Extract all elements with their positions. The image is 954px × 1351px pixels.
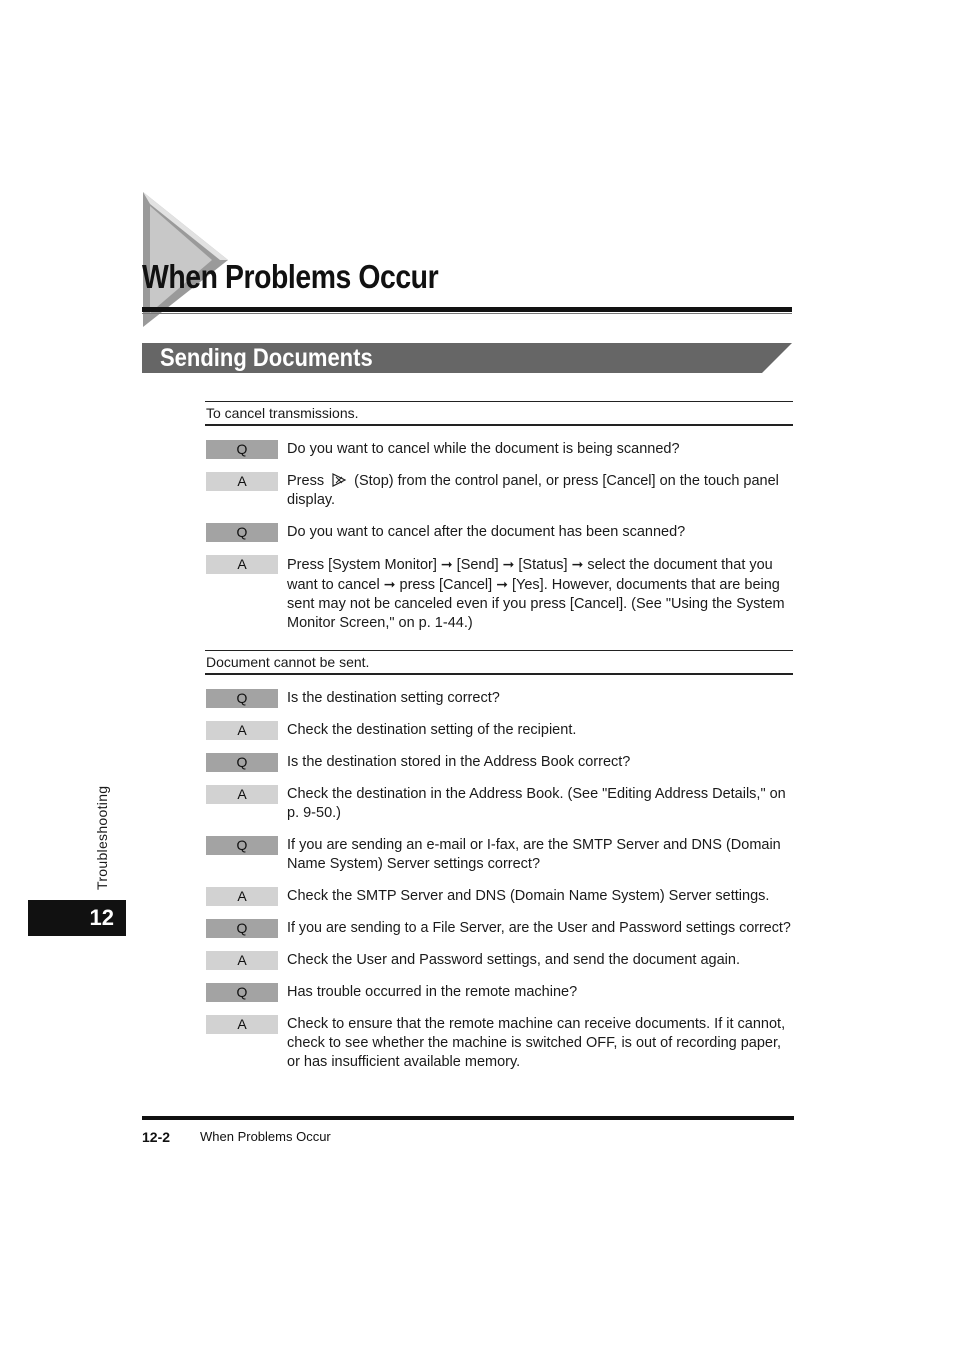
- question-text: Is the destination stored in the Address Book correct?: [287, 754, 631, 770]
- answer-text: [287, 472, 795, 510]
- question-text: Is the destination setting correct?: [287, 690, 500, 706]
- topic-heading-document-cannot-be-sent: Document cannot be sent.: [205, 650, 793, 675]
- answer-text-before: Press: [287, 473, 325, 489]
- arrow-icon: ➞: [383, 576, 396, 592]
- question-tag: Q: [206, 753, 278, 772]
- question-tag: Q: [206, 836, 278, 855]
- answer-segment: [Send]: [456, 557, 499, 573]
- title-rule: [142, 307, 792, 312]
- question-text: Do you want to cancel while the document is being scanned?: [287, 441, 680, 457]
- topic-heading-cancel-transmissions: To cancel transmissions.: [205, 401, 793, 426]
- answer-text: [287, 555, 787, 633]
- answer-tag: A: [206, 472, 278, 491]
- answer-segment: select the document that you want to cancel: [287, 557, 773, 593]
- question-text: Do you want to cancel after the document has been scanned?: [287, 524, 686, 540]
- question-tag: Q: [206, 919, 278, 938]
- answer-segment: press [Cancel]: [399, 577, 493, 593]
- question-tag: Q: [206, 440, 278, 459]
- question-tag: Q: [206, 689, 278, 708]
- answer-text: Check to ensure that the remote machine can receive documents. If it cannot, check to see whether the machine is switched OFF, is out of recording paper, or has insufficient available memory.: [287, 1016, 786, 1070]
- answer-text: Check the SMTP Server and DNS (Domain Name System) Server settings.: [287, 888, 770, 904]
- arrow-icon: ➞: [571, 556, 584, 572]
- stop-icon: [330, 473, 348, 487]
- page-title: When Problems Occur: [142, 258, 439, 295]
- page-number: 12-2: [142, 1129, 171, 1145]
- answer-segment: Press [System Monitor]: [287, 557, 437, 573]
- footer-title: When Problems Occur: [200, 1129, 331, 1144]
- arrow-icon: ➞: [502, 556, 515, 572]
- question-text: If you are sending an e-mail or I-fax, are the SMTP Server and DNS (Domain Name System) Server settings correct?: [287, 837, 781, 872]
- chapter-side-label: Troubleshooting: [94, 785, 110, 890]
- section-title: Sending Documents: [160, 344, 373, 372]
- question-text: Has trouble occurred in the remote machine?: [287, 984, 578, 1000]
- answer-text: Check the destination setting of the recipient.: [287, 722, 577, 738]
- arrow-icon: ➞: [440, 556, 453, 572]
- answer-tag: A: [206, 785, 278, 804]
- answer-text: Check the destination in the Address Book. (See "Editing Address Details," on p. 9-50.): [287, 786, 786, 821]
- question-tag: Q: [206, 523, 278, 542]
- question-tag: Q: [206, 983, 278, 1002]
- question-text: If you are sending to a File Server, are the User and Password settings correct?: [287, 920, 791, 936]
- answer-text: Check the User and Password settings, and send the document again.: [287, 952, 740, 968]
- answer-text-after: (Stop) from the control panel, or press [Cancel] on the touch panel display.: [287, 473, 779, 508]
- answer-segment: [Status]: [518, 557, 568, 573]
- answer-segment: [Yes]. However, documents that are being sent may not be canceled even if you press [Cancel]. (See "Using the System Monitor Screen," on p. 1-44.): [287, 577, 785, 631]
- chapter-number-tab: 12: [28, 900, 126, 936]
- answer-tag: A: [206, 887, 278, 906]
- title-rule-thin: [142, 313, 792, 314]
- arrow-icon: ➞: [496, 576, 508, 592]
- answer-tag: A: [206, 721, 278, 740]
- answer-tag: A: [206, 555, 278, 574]
- footer-rule: [142, 1116, 794, 1120]
- answer-tag: A: [206, 951, 278, 970]
- answer-tag: A: [206, 1015, 278, 1034]
